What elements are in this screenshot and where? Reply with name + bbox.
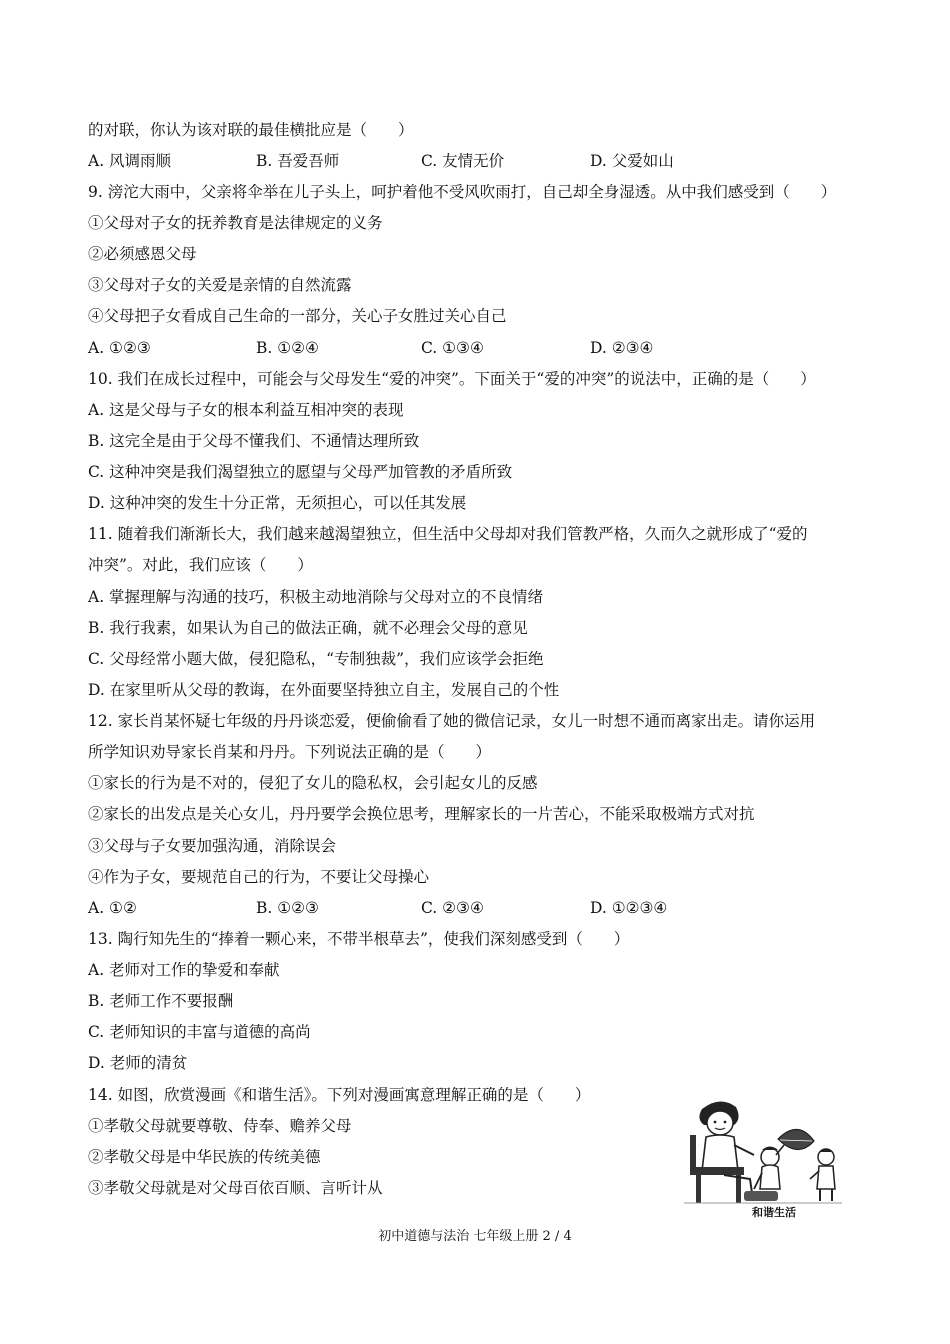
q13-option-b: B. 老师工作不要报酬 [88, 992, 234, 1010]
q10-option-b: B. 这完全是由于父母不懂我们、不通情达理所致 [88, 432, 420, 450]
cartoon-caption: 和谐生活 [752, 1206, 796, 1219]
q14-item-2: ②孝敬父母是中华民族的传统美德 [88, 1148, 321, 1166]
q9-option-b: B. ①②④ [256, 339, 319, 357]
q11-option-c: C. 父母经常小题大做，侵犯隐私，“专制独裁”，我们应该学会拒绝 [88, 650, 544, 668]
q9-item-2: ②必须感恩父母 [88, 245, 197, 263]
q12-stem-line1: 12. 家长肖某怀疑七年级的丹丹谈恋爱，便偷偷看了她的微信记录，女儿一时想不通而离家出走。请你运用 [88, 712, 816, 730]
q13-option-c: C. 老师知识的丰富与道德的高尚 [88, 1023, 311, 1041]
q8-option-b: B. 吾爱吾师 [256, 152, 340, 170]
cartoon-chair [694, 1167, 744, 1175]
q9-option-a: A. ①②③ [88, 339, 151, 357]
q8-option-a: A. 风调雨顺 [88, 152, 172, 170]
q11-stem-line1: 11. 随着我们渐渐长大，我们越来越渴望独立，但生活中父母却对我们管教严格，久而久之就形成了“爱的 [88, 525, 808, 543]
q9-stem: 9. 滂沱大雨中，父亲将伞举在儿子头上，呵护着他不受风吹雨打，自己却全身湿透。从中我们感受到（ ） [88, 183, 837, 201]
q12-option-c: C. ②③④ [421, 899, 484, 917]
page-footer: 初中道德与法治 七年级上册 2 / 4 [378, 1229, 572, 1244]
q12-option-a: A. ①② [88, 899, 137, 917]
q10-option-a: A. 这是父母与子女的根本利益互相冲突的表现 [88, 401, 404, 419]
q12-item-2: ②家长的出发点是关心女儿，丹丹要学会换位思考，理解家长的一片苦心，不能采取极端方式对抗 [88, 805, 755, 823]
harmonious-life-cartoon [680, 1095, 845, 1220]
q9-item-4: ④父母把子女看成自己生命的一部分，关心子女胜过关心自己 [88, 307, 507, 325]
q10-stem: 10. 我们在成长过程中，可能会与父母发生“爱的冲突”。下面关于“爱的冲突”的说法中，正确的是（ ） [88, 370, 816, 388]
cartoon-child-head [761, 1148, 779, 1166]
q9-option-d: D. ②③④ [590, 339, 654, 357]
q11-option-b: B. 我行我素，如果认为自己的做法正确，就不必理会父母的意见 [88, 619, 528, 637]
q9-item-3: ③父母对子女的关爱是亲情的自然流露 [88, 276, 352, 294]
q12-item-1: ①家长的行为是不对的，侵犯了女儿的隐私权，会引起女儿的反感 [88, 774, 538, 792]
q8-stem-tail: 的对联，你认为该对联的最佳横批应是（ ） [88, 121, 414, 139]
q14-item-3: ③孝敬父母就是对父母百依百顺、言听计从 [88, 1179, 383, 1197]
q13-stem: 13. 陶行知先生的“捧着一颗心来，不带半根草去”，使我们深刻感受到（ ） [88, 930, 630, 948]
q12-item-4: ④作为子女，要规范自己的行为，不要让父母操心 [88, 868, 430, 886]
q14-stem: 14. 如图，欣赏漫画《和谐生活》。下列对漫画寓意理解正确的是（ ） [88, 1086, 591, 1104]
q9-item-1: ①父母对子女的抚养教育是法律规定的义务 [88, 214, 383, 232]
q11-stem-line2: 冲突”。对此，我们应该（ ） [88, 556, 313, 574]
q11-option-a: A. 掌握理解与沟通的技巧，积极主动地消除与父母对立的不良情绪 [88, 588, 544, 606]
q9-option-c: C. ①③④ [421, 339, 484, 357]
q13-option-d: D. 老师的清贫 [88, 1054, 188, 1072]
cartoon-mother-body [702, 1135, 738, 1171]
cartoon-face [707, 1111, 733, 1135]
q10-option-c: C. 这种冲突是我们渴望独立的愿望与父母严加管教的矛盾所致 [88, 463, 513, 481]
q11-option-d: D. 在家里听从父母的教诲，在外面要坚持独立自主，发展自己的个性 [88, 681, 560, 699]
q14-item-1: ①孝敬父母就要尊敬、侍奉、赡养父母 [88, 1117, 352, 1135]
q8-option-c: C. 友情无价 [421, 152, 505, 170]
q12-option-b: B. ①②③ [256, 899, 319, 917]
q10-option-d: D. 这种冲突的发生十分正常，无须担心，可以任其发展 [88, 494, 467, 512]
q12-item-3: ③父母与子女要加强沟通，消除误会 [88, 837, 337, 855]
q13-option-a: A. 老师对工作的挚爱和奉献 [88, 961, 280, 979]
cartoon-basin [744, 1191, 778, 1201]
q8-option-d: D. 父爱如山 [590, 152, 674, 170]
q12-option-d: D. ①②③④ [590, 899, 668, 917]
q12-stem-line2: 所学知识劝导家长肖某和丹丹。下列说法正确的是（ ） [88, 743, 492, 761]
